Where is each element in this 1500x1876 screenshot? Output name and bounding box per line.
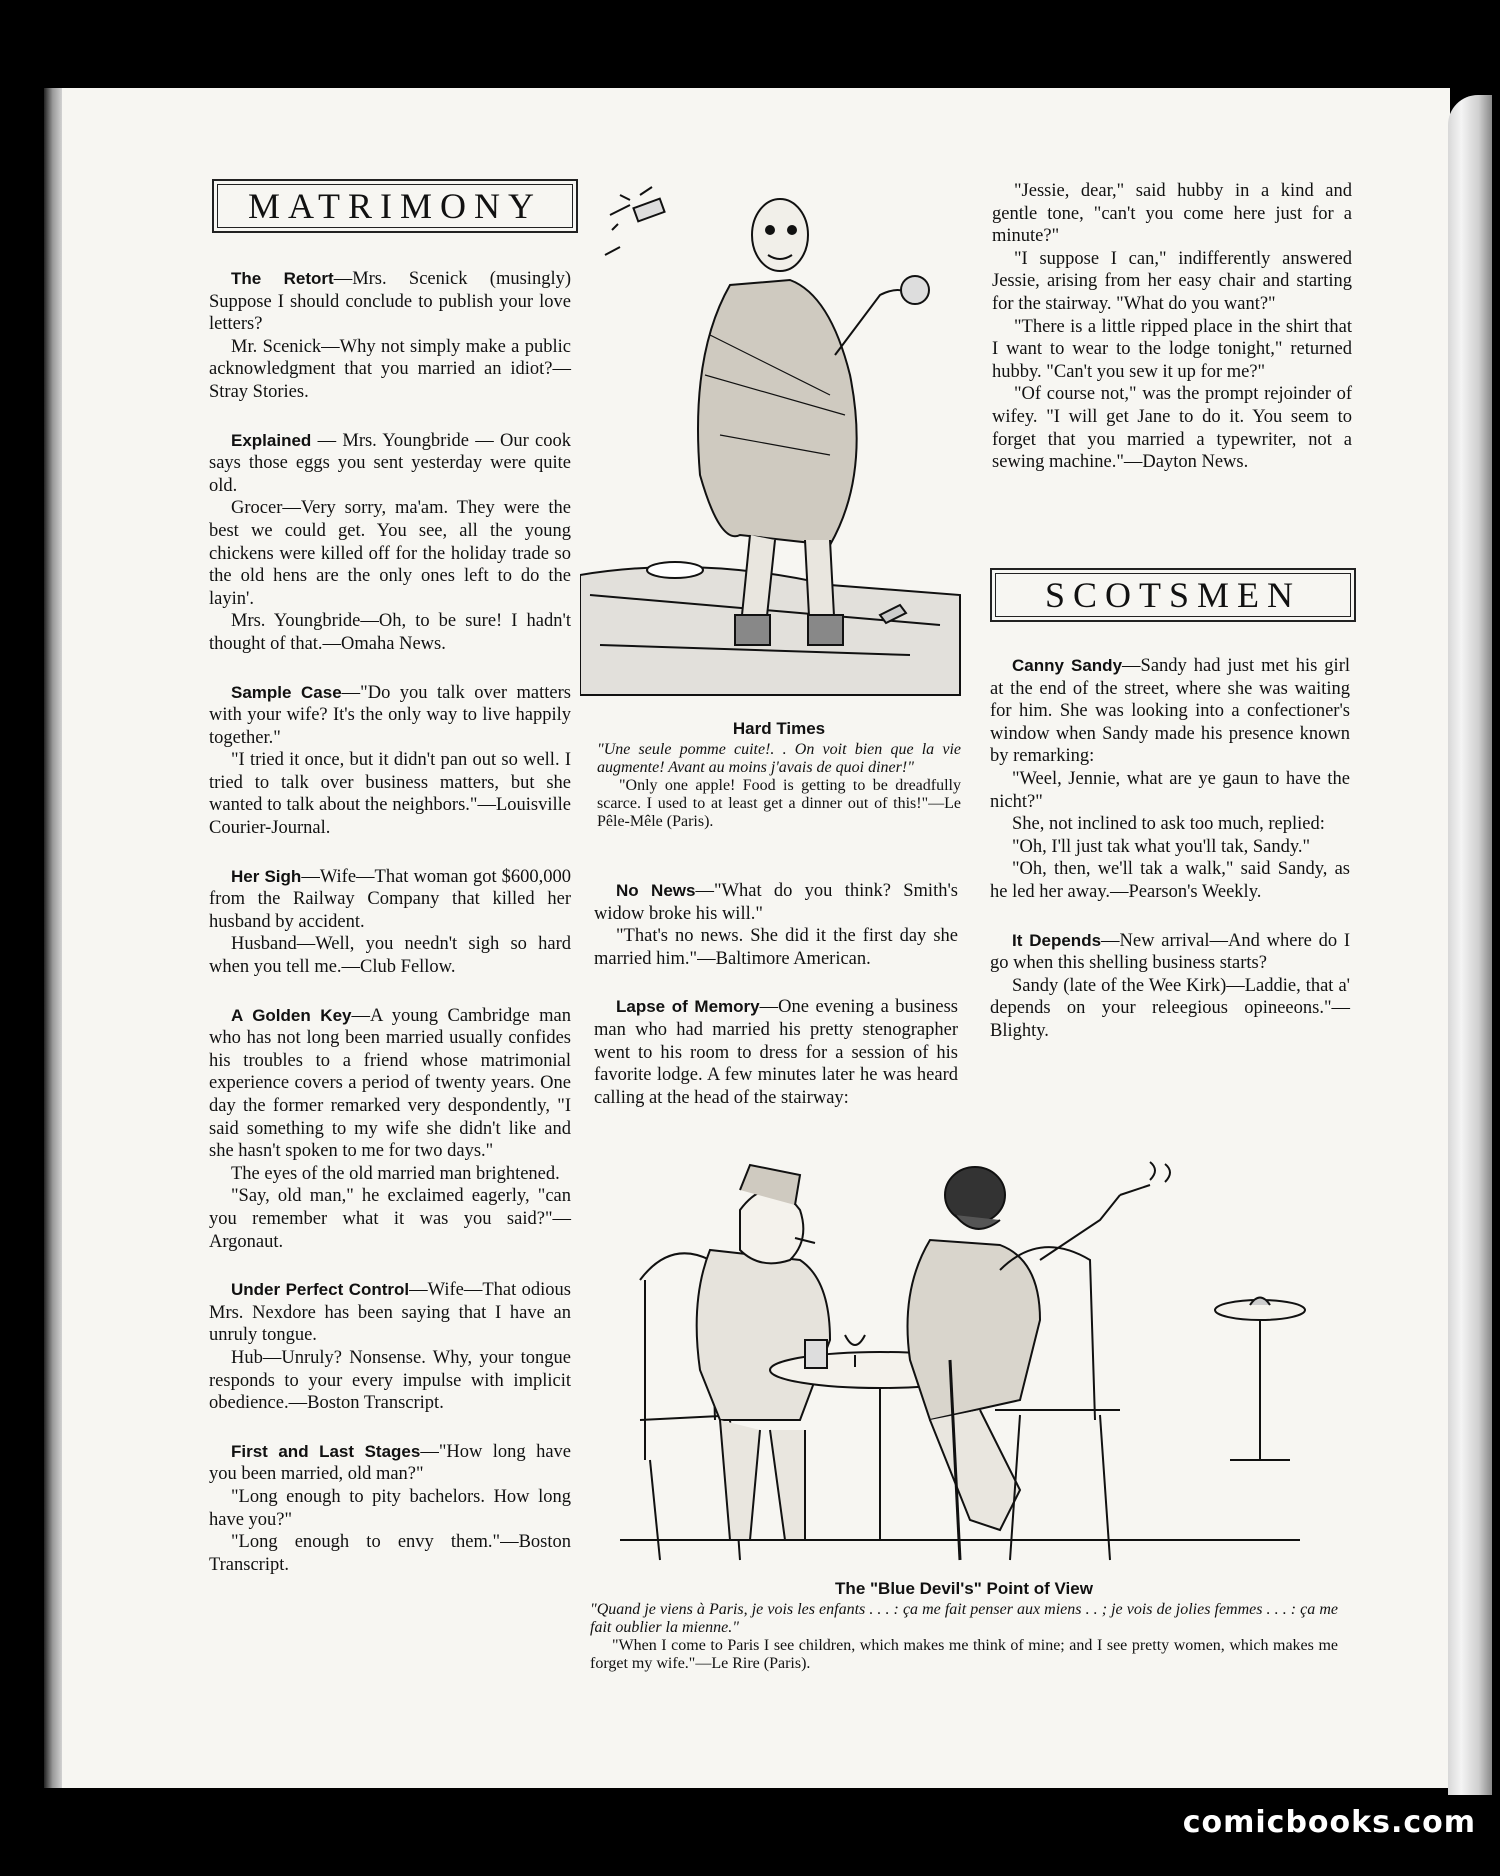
stages-text-1: —"How long have you been married, old man?" bbox=[209, 1441, 571, 1485]
matrimony-column bbox=[209, 268, 571, 1576]
canny-title: Canny Sandy bbox=[1012, 656, 1123, 675]
canny-text-4: "Oh, I'll just tak what you'll tak, Sandy." bbox=[1012, 836, 1311, 857]
news-title: No News bbox=[616, 881, 696, 900]
news-paragraph bbox=[594, 880, 958, 925]
matrimony-heading-box bbox=[212, 179, 578, 233]
jessie-column bbox=[992, 180, 1352, 474]
page-edge bbox=[1448, 95, 1492, 1795]
hard-times-english: "Only one apple! Food is getting to be dreadfully scarce. I used to at least get a dinner out of this!"—Le Pêle-Mêle (Paris). bbox=[597, 776, 961, 830]
key-text-2: The eyes of the old married man brightened. bbox=[231, 1163, 560, 1184]
explained-text-2: Grocer—Very sorry, ma'am. They were the best we could get. You see, all the young chickens were killed off for the holiday trade so the old hens are the only ones left to do the layin'. bbox=[209, 498, 571, 609]
explained-text-1: — Mrs. Youngbride — Our cook says those eggs you sent yesterday were quite old. bbox=[209, 430, 571, 496]
retort-text-2: Mr. Scenick—Why not simply make a public acknowledgment that you married an idiot?—Stray Stories. bbox=[209, 336, 571, 402]
blue-devil-title: The "Blue Devil's" Point of View bbox=[835, 1579, 1093, 1598]
matrimony-heading: MATRIMONY bbox=[217, 184, 573, 228]
stages-paragraph bbox=[209, 1441, 571, 1486]
blue-devil-illustration bbox=[600, 1160, 1340, 1580]
sigh-title: Her Sigh bbox=[231, 866, 302, 886]
key-title: A Golden Key bbox=[231, 1005, 352, 1025]
jessie-text-1: "Jessie, dear," said hubby in a kind and gentle tone, "can't you come here just for a minute?" bbox=[992, 181, 1352, 247]
canny-paragraph bbox=[990, 655, 1350, 768]
control-title: Under Perfect Control bbox=[231, 1280, 410, 1300]
blue-devil-english: "When I come to Paris I see children, which makes me think of mine; and I see pretty women, which makes me forget my wife."—Le Rire (Paris). bbox=[590, 1636, 1338, 1672]
canny-text-3: She, not inclined to ask too much, replied: bbox=[1012, 814, 1325, 835]
lapse-title: Lapse of Memory bbox=[616, 997, 760, 1017]
retort-text-1: —Mrs. Scenick (musingly) Suppose I should conclude to publish your love letters? bbox=[209, 269, 571, 335]
depends-title: It Depends bbox=[1012, 930, 1102, 950]
hard-times-caption bbox=[597, 718, 961, 831]
control-text-1: —Wife—That odious Mrs. Nexdore has been saying that I have an unruly tongue. bbox=[209, 1280, 571, 1346]
blue-devil-caption bbox=[590, 1578, 1338, 1673]
stages-text-2: "Long enough to pity bachelors. How long have you?" bbox=[209, 1486, 571, 1530]
scotsmen-column bbox=[990, 655, 1350, 1043]
news-text-2: "That's no news. She did it the first day she married him."—Baltimore American. bbox=[594, 926, 958, 969]
sigh-text-2: Husband—Well, you needn't sigh so hard when you tell me.—Club Fellow. bbox=[209, 934, 571, 978]
retort-title: The Retort bbox=[231, 269, 334, 288]
stages-title: First and Last Stages bbox=[231, 1441, 421, 1461]
control-paragraph bbox=[209, 1279, 571, 1347]
key-text-3: "Say, old man," he exclaimed eagerly, "can you remember what it was you said?"—Argonaut. bbox=[209, 1186, 571, 1252]
key-text-1: —A young Cambridge man who has not long been married usually confides his troubles to a friend whose matrimonial experience covers a period of twenty years. One day the former remarked very despondently, "I said something to my wife she didn't like and she hasn't spoken to me for two days." bbox=[209, 1005, 571, 1162]
key-paragraph bbox=[209, 1005, 571, 1163]
hard-times-french: "Une seule pomme cuite!. . On voit bien que la vie augmente! Avant au moins j'avais de quoi diner!" bbox=[597, 740, 961, 776]
canny-text-2: "Weel, Jennie, what are ye gaun to have the nicht?" bbox=[990, 768, 1350, 812]
watermark-logo: comicbooks.com bbox=[1182, 1805, 1476, 1840]
scotsmen-heading-box bbox=[990, 568, 1356, 622]
lapse-text-1: —One evening a business man who had married his pretty stenographer went to his room to dress for a session of his favorite lodge. A few minutes later he was heard calling at the head of the stairway: bbox=[594, 997, 959, 1108]
depends-paragraph bbox=[990, 930, 1350, 975]
sigh-text-1: —Wife—That woman got $600,000 from the Railway Company that killed her husband by accident. bbox=[209, 866, 571, 932]
jessie-text-3: "There is a little ripped place in the shirt that I want to wear to the lodge tonight," returned hubby. "Can't you sew it up for me?" bbox=[992, 316, 1352, 382]
sigh-paragraph bbox=[209, 866, 571, 934]
sample-paragraph bbox=[209, 682, 571, 750]
hard-times-title: Hard Times bbox=[732, 719, 826, 738]
news-text-1: —"What do you think? Smith's widow broke his will." bbox=[594, 881, 958, 924]
jessie-text-2: "I suppose I can," indifferently answered Jessie, arising from her easy chair and starting for the stairway. "What do you want?" bbox=[992, 248, 1352, 314]
sample-text-2: "I tried it once, but it didn't pan out so well. I tried to talk over business matters, but she wanted to talk about the neighbors."—Louisville Courier-Journal. bbox=[209, 750, 571, 839]
middle-column bbox=[594, 880, 958, 1109]
control-text-2: Hub—Unruly? Nonsense. Why, your tongue responds to your every impulse with implicit obedience.—Boston Transcript. bbox=[209, 1347, 571, 1414]
sample-text-1: —"Do you talk over matters with your wife? It's the only way to live happily together." bbox=[209, 682, 571, 748]
explained-title: Explained bbox=[231, 430, 312, 450]
depends-text-2: Sandy (late of the Wee Kirk)—Laddie, that a' depends on your releegious opineeons."—Blighty. bbox=[990, 975, 1350, 1041]
depends-text-1: —New arrival—And where do I go when this shelling business starts? bbox=[990, 930, 1351, 974]
lapse-paragraph bbox=[594, 996, 958, 1109]
canny-text-5: "Oh, then, we'll tak a walk," said Sandy, as he led her away.—Pearson's Weekly. bbox=[990, 859, 1350, 902]
explained-text-3: Mrs. Youngbride—Oh, to be sure! I hadn't thought of that.—Omaha News. bbox=[209, 611, 571, 654]
stages-text-3: "Long enough to envy them."—Boston Transcript. bbox=[209, 1532, 571, 1575]
explained-paragraph bbox=[209, 430, 571, 498]
canny-text-1: —Sandy had just met his girl at the end of the street, where she was waiting for him. She was looking into a confectioner's window when Sandy made his presence known by remarking: bbox=[990, 656, 1350, 767]
blue-devil-french: "Quand je viens à Paris, je vois les enfants . . . : ça me fait penser aux miens . . ; je vois de jolies femmes . . . : ça me fait oublier la mienne." bbox=[590, 1600, 1338, 1636]
retort-paragraph bbox=[209, 268, 571, 336]
scotsmen-heading: SCOTSMEN bbox=[995, 573, 1351, 617]
jessie-text-4: "Of course not," was the prompt rejoinder of wifey. "I will get Jane to do it. You seem to forget that you married a typewriter, not a sewing machine."—Dayton News. bbox=[992, 384, 1352, 473]
sample-title: Sample Case bbox=[231, 682, 342, 702]
hard-times-illustration bbox=[580, 175, 990, 715]
